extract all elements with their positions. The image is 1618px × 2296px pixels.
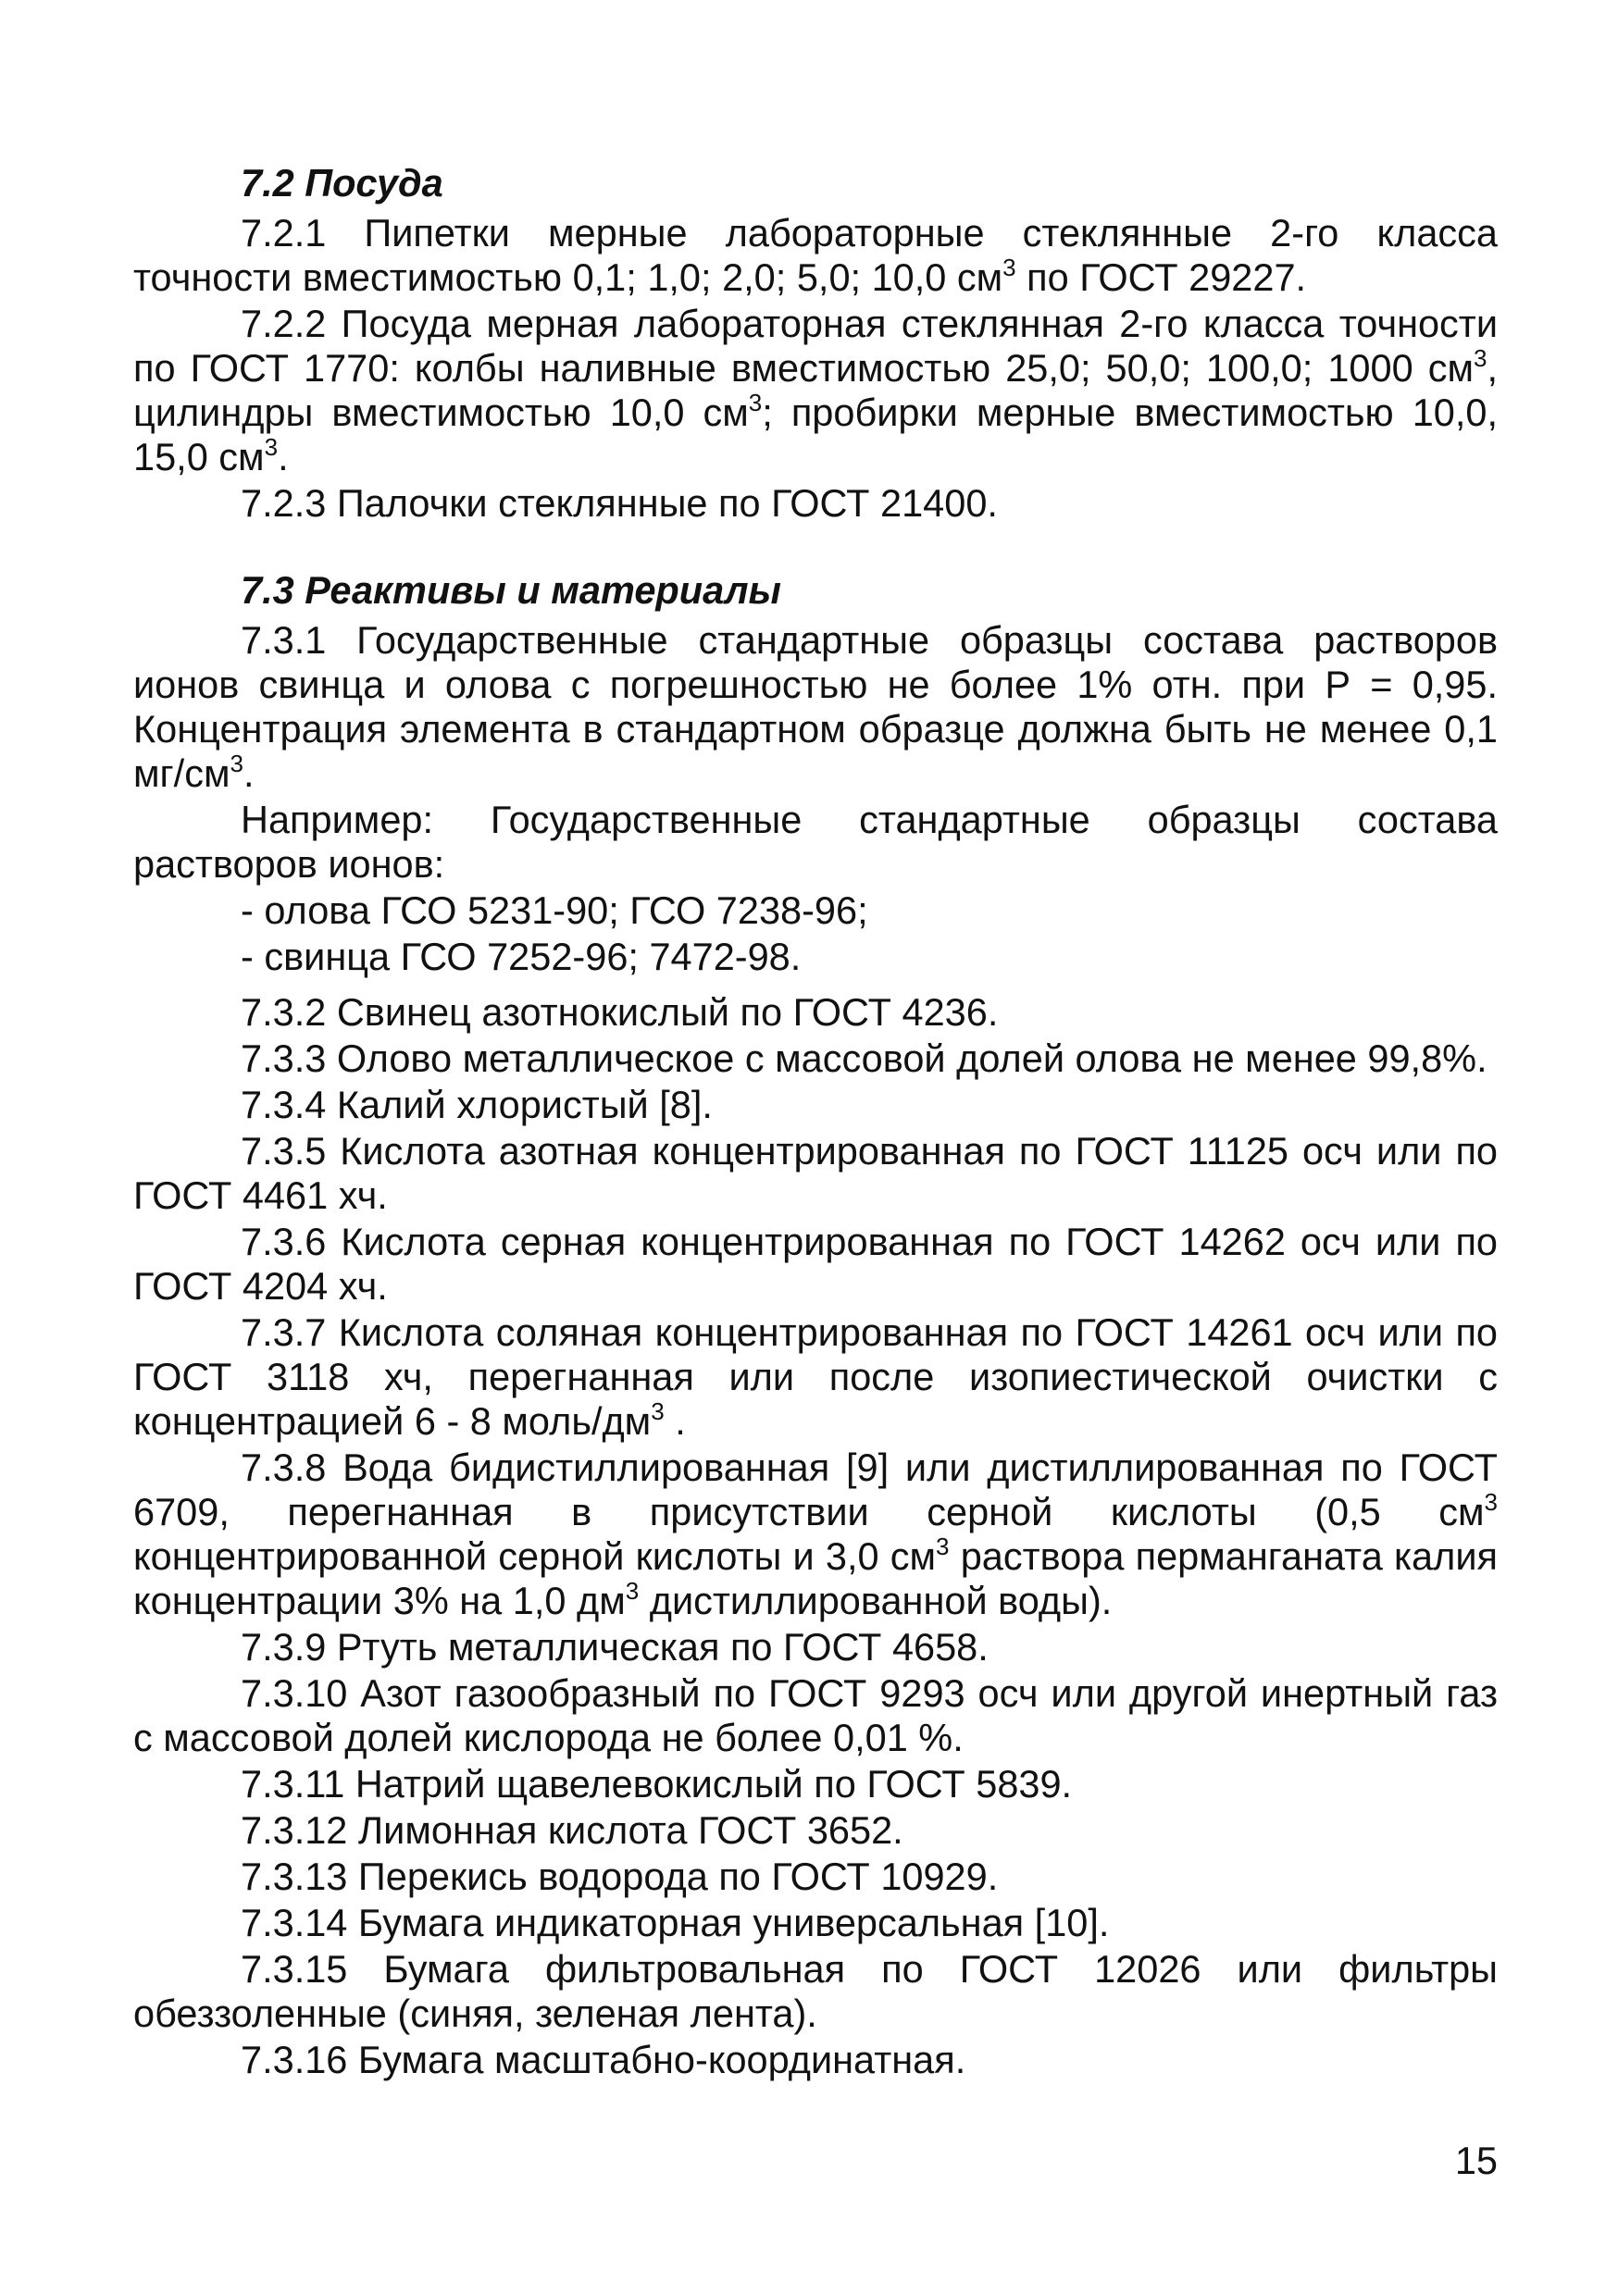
paragraph-7-3-15: 7.3.15 Бумага фильтровальная по ГОСТ 12026 или фильтры обеззоленные (синяя, зеленая лента). [133,1947,1498,2035]
paragraph-7-3-12: 7.3.12 Лимонная кислота ГОСТ 3652. [241,1808,903,1852]
section-heading-7-2: 7.2 Посуда [241,161,443,205]
paragraph-7-3-14: 7.3.14 Бумага индикаторная универсальная [10]. [241,1901,1110,1944]
paragraph-7-3-13: 7.3.13 Перекись водорода по ГОСТ 10929. [241,1855,999,1898]
paragraph-7-2-1: 7.2.1 Пипетки мерные лабораторные стеклянные 2-го класса точности вместимостью 0,1; 1,0; 2,0; 5,0; 10,0 $см^3$ по ГОСТ 29227. [133,211,1498,299]
paragraph-7-3-1: 7.3.1 Государственные стандартные образцы состава растворов ионов свинца и олова с погрешностью не более 1% отн. при Р = 0,95. Концентрация элемента в стандартном образце должна быть не менее 0,1 $мг/см^3$. [133,618,1498,795]
paragraph-7-3-7: 7.3.7 Кислота соляная концентрированная по ГОСТ 14261 осч или по ГОСТ 3118 хч, перегнанная или после изопиестической очистки с концентрацией 6 - 8 моль/$дм^3$ . [133,1310,1498,1443]
paragraph-7-3-2: 7.3.2 Свинец азотнокислый по ГОСТ 4236. [241,990,999,1034]
paragraph-7-3-3: 7.3.3 Олово металлическое с массовой долей олова не менее 99,8%. [241,1036,1487,1080]
paragraph-7-3-16: 7.3.16 Бумага масштабно-координатная. [241,2038,966,2081]
paragraph-7-3-10: 7.3.10 Азот газообразный по ГОСТ 9293 осч или другой инертный газ с массовой долей кислорода не более 0,01 %. [133,1671,1498,1759]
list-item-tin: - олова ГСО 5231-90; ГСО 7238-96; [241,888,868,932]
paragraph-7-3-5: 7.3.5 Кислота азотная концентрированная по ГОСТ 11125 осч или по ГОСТ 4461 хч. [133,1129,1498,1217]
paragraph-7-3-4: 7.3.4 Калий хлористый [8]. [241,1083,713,1126]
list-item-lead: - свинца ГСО 7252-96; 7472-98. [241,935,802,978]
paragraph-7-3-6: 7.3.6 Кислота серная концентрированная по ГОСТ 14262 осч или по ГОСТ 4204 хч. [133,1220,1498,1308]
section-heading-7-3: 7.3 Реактивы и материалы [241,568,781,612]
paragraph-7-3-9: 7.3.9 Ртуть металлическая по ГОСТ 4658. [241,1625,989,1669]
paragraph-example: Например: Государственные стандартные образцы состава растворов ионов: [133,798,1498,886]
paragraph-7-3-8: 7.3.8 Вода бидистиллированная [9] или дистиллированная по ГОСТ 6709, перегнанная в присутствии серной кислоты (0,5 $см^3$ концентрированной серной кислоты и 3,0 $см^3$ раствора перманганата калия концентрации 3% на 1,0 $дм^3$ дистиллированной воды). [133,1446,1498,1622]
paragraph-7-2-2: 7.2.2 Посуда мерная лабораторная стеклянная 2-го класса точности по ГОСТ 1770: колбы наливные вместимостью 25,0; 50,0; 100,0; 1000 $см^3$, цилиндры вместимостью 10,0 $см^3$; пробирки мерные вместимостью 10,0, 15,0 $см^3$. [133,302,1499,478]
spacer [133,981,1498,990]
paragraph-7-2-3: 7.2.3 Палочки стеклянные по ГОСТ 21400. [241,481,998,525]
page-number: 15 [1454,2139,1498,2182]
paragraph-7-3-11: 7.3.11 Натрий щавелевокислый по ГОСТ 5839. [241,1762,1073,1806]
